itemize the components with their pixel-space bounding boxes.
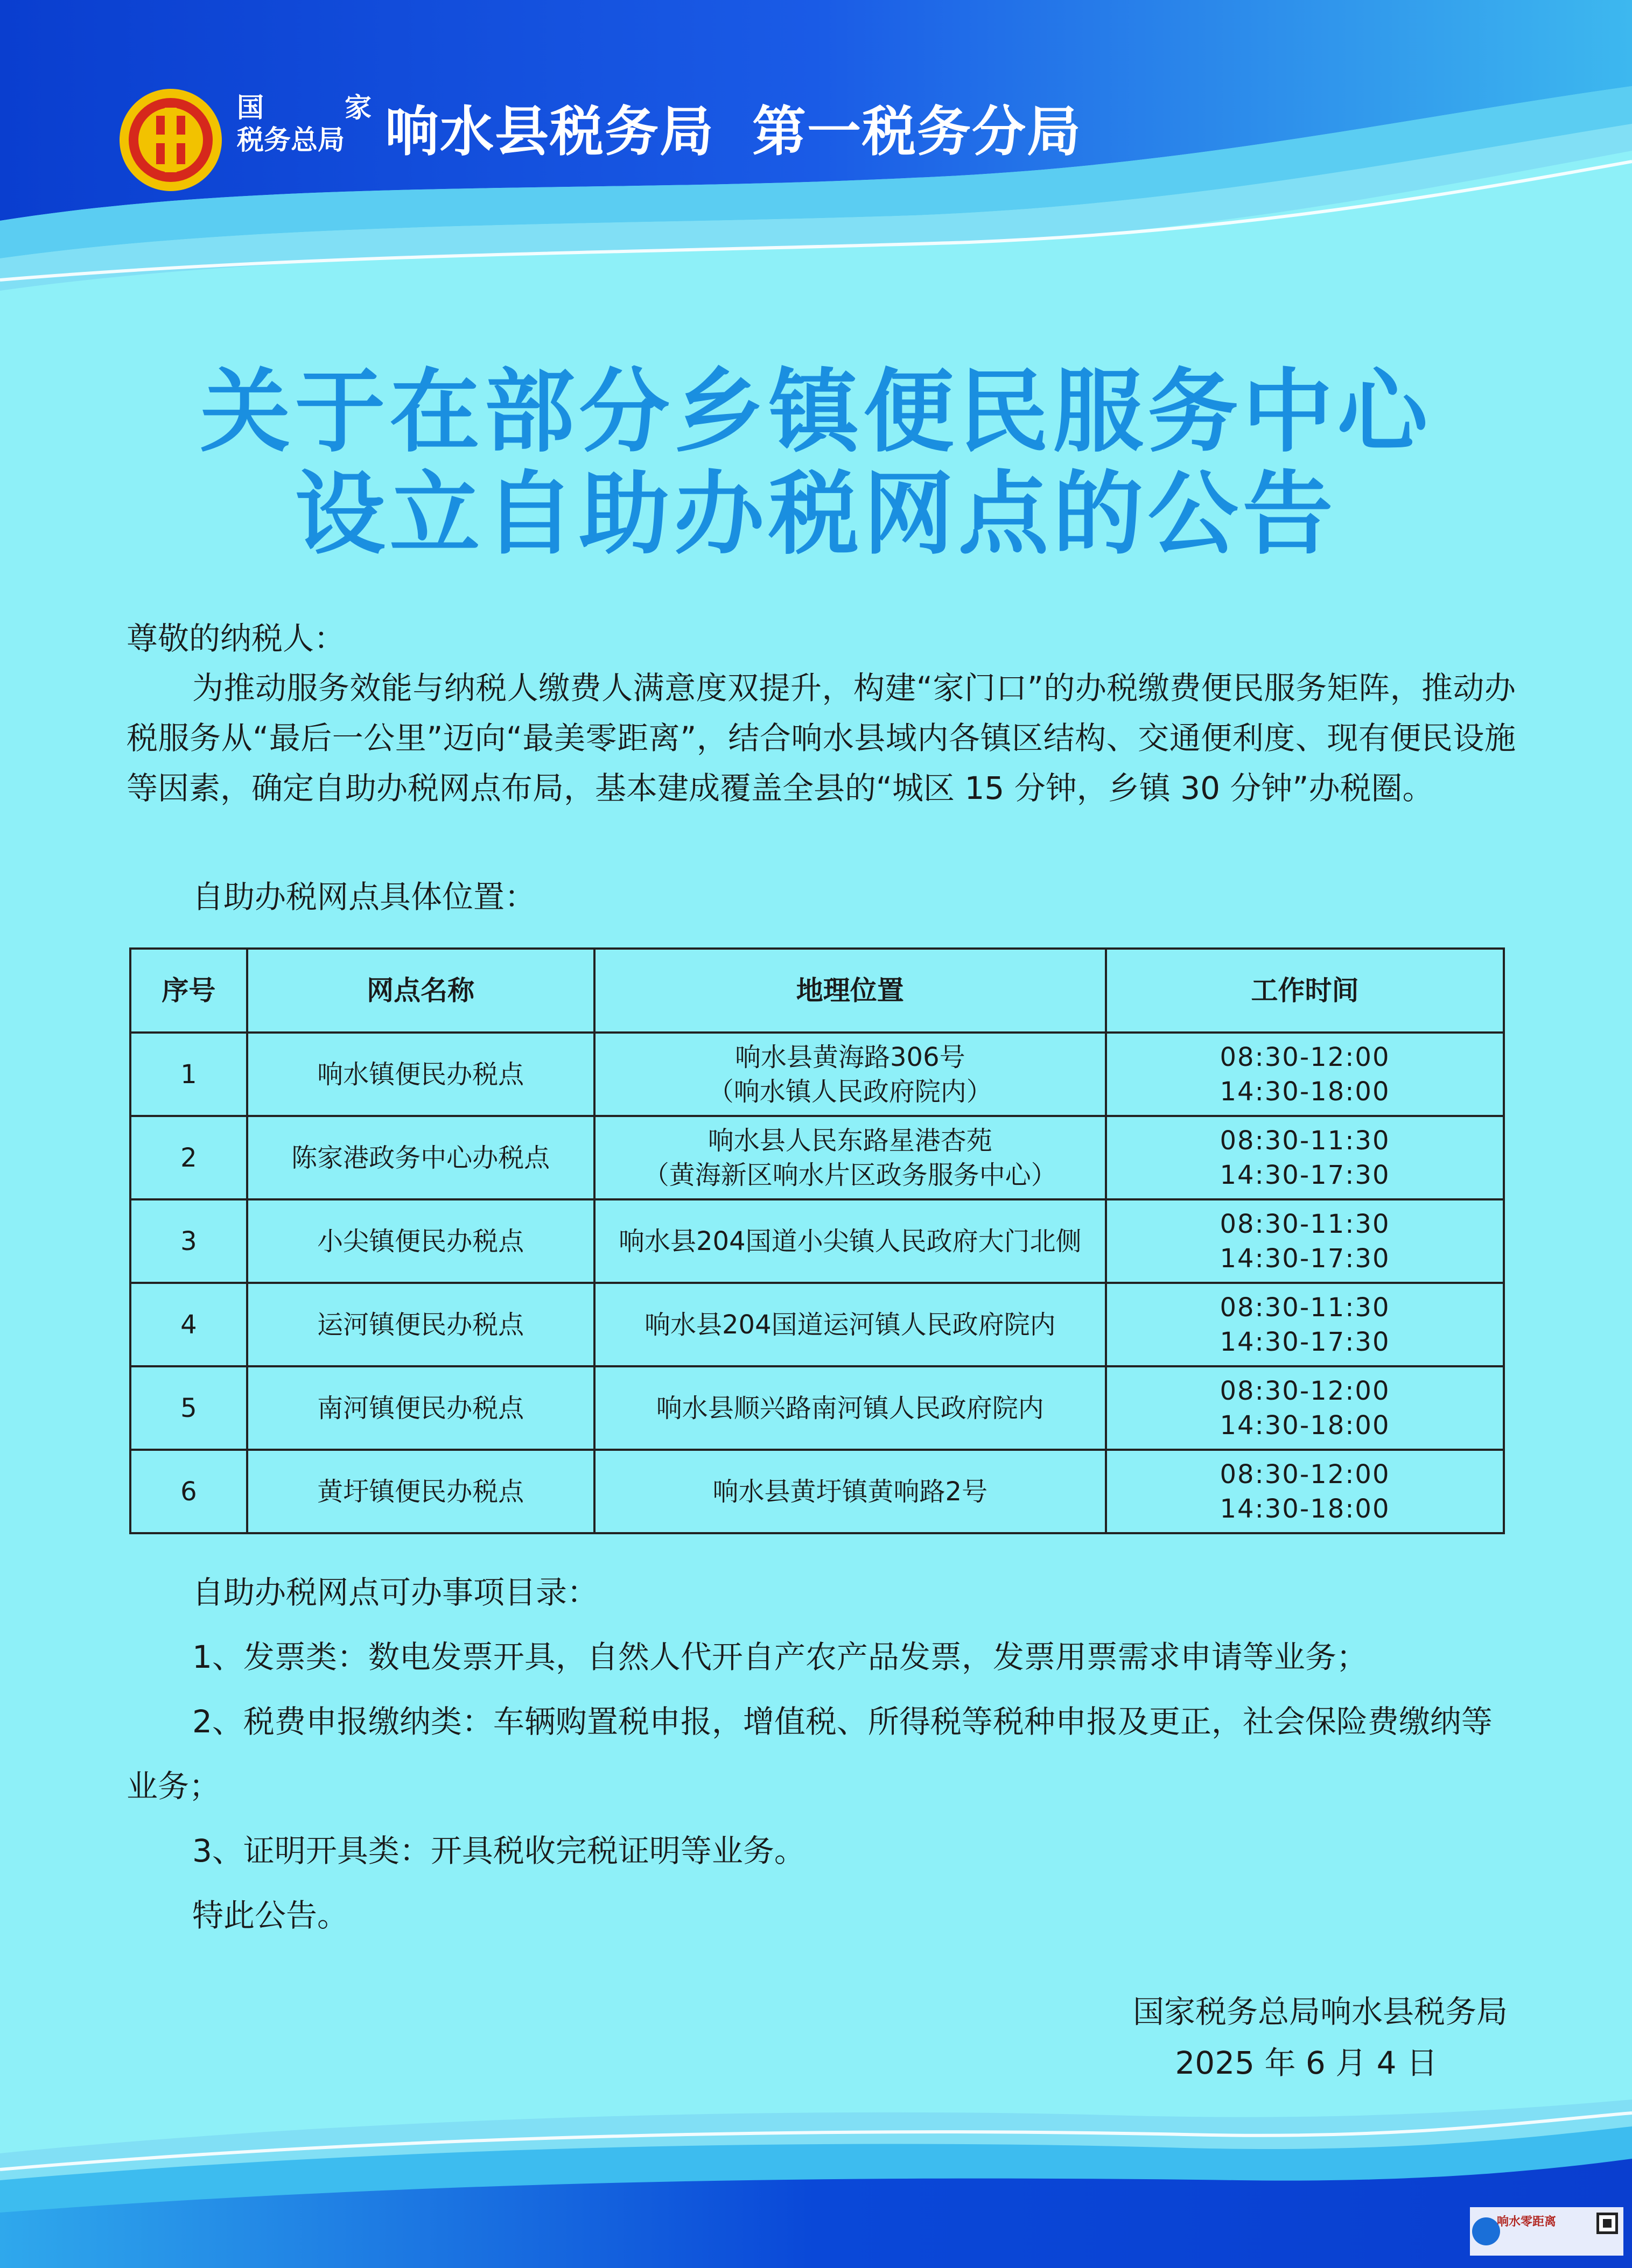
row-location — [594, 1450, 1106, 1533]
row-name: 响水镇便民办税点 — [247, 1033, 594, 1116]
row-name: 小尖镇便民办税点 — [247, 1199, 594, 1283]
row-location — [594, 1366, 1106, 1450]
location-line-2: （响水镇人民政府院内） — [708, 1076, 992, 1107]
service-item-certificate: 3、证明开具类：开具税收完税证明等业务。 — [192, 1832, 806, 1869]
col-header-name: 网点名称 — [247, 949, 594, 1033]
row-no: 1 — [130, 1033, 247, 1116]
row-no: 2 — [130, 1116, 247, 1199]
col-header-hours: 工作时间 — [1106, 949, 1504, 1033]
logo-wordmark — [237, 92, 377, 172]
intro-paragraph: 为推动服务效能与纳税人缴费人满意度双提升，构建“家门口”的办税缴费便民服务矩阵，推动办税服务从“最后一公里”迈向“最美零距离”，结合响水县域内各镇区结构、交通便利度、现有便民设施等因素，确定自助办税网点布局，基本建成覆盖全县的“城区 15 分钟，乡镇 30 分钟”办税圈。 — [127, 670, 1516, 806]
hours-morning: 08:30-12:00 — [1220, 1042, 1390, 1072]
table-row — [130, 1283, 1504, 1366]
table-row — [130, 1366, 1504, 1450]
location-line-1: 响水县204国道运河镇人民政府院内 — [644, 1309, 1056, 1340]
hours-afternoon: 14:30-17:30 — [1220, 1243, 1390, 1274]
location-line-1: 响水县黄海路306号 — [734, 1042, 965, 1072]
hours-morning: 08:30-11:30 — [1220, 1125, 1390, 1156]
service-item-declaration: 2、税费申报缴纳类：车辆购置税申报，增值税、所得税等税种申报及更正，社会保险费缴纳等业务； — [127, 1703, 1493, 1804]
hours-morning: 08:30-12:00 — [1220, 1459, 1390, 1490]
hours-afternoon: 14:30-18:00 — [1220, 1493, 1390, 1524]
table-row — [130, 1116, 1504, 1199]
service-item-invoice: 1、发票类：数电发票开具，自然人代开自产农产品发票，发票用票需求申请等业务； — [192, 1639, 1368, 1675]
header-bureau: 响水县税务局 — [385, 100, 715, 163]
row-name: 运河镇便民办税点 — [247, 1283, 594, 1366]
location-line-2: （黄海新区响水片区政务服务中心） — [643, 1160, 1057, 1190]
hours-afternoon: 14:30-18:00 — [1220, 1410, 1390, 1441]
row-hours — [1106, 1199, 1504, 1283]
row-location — [594, 1033, 1106, 1116]
col-header-location: 地理位置 — [594, 949, 1106, 1033]
salutation: 尊敬的纳税人： — [127, 620, 346, 657]
header-title — [385, 94, 1082, 170]
header-branch: 第一税务分局 — [752, 100, 1082, 163]
table-row — [130, 1033, 1504, 1116]
hours-morning: 08:30-12:00 — [1220, 1375, 1390, 1406]
location-line-1: 响水县黄圩镇黄响路2号 — [712, 1476, 988, 1507]
footer-banner — [0, 2089, 1632, 2268]
logo-char-2: 家 — [345, 92, 372, 123]
title-line-1: 关于在部分乡镇便民服务中心 — [200, 359, 1432, 465]
table-row — [130, 1450, 1504, 1533]
hours-morning: 08:30-11:30 — [1220, 1292, 1390, 1323]
row-hours — [1106, 1366, 1504, 1450]
row-hours — [1106, 1450, 1504, 1533]
row-no: 3 — [130, 1199, 247, 1283]
row-no: 4 — [130, 1283, 247, 1366]
location-line-1: 响水县204国道小尖镇人民政府大门北侧 — [618, 1226, 1082, 1256]
tax-emblem-icon — [113, 86, 229, 194]
hours-morning: 08:30-11:30 — [1220, 1209, 1390, 1239]
row-hours — [1106, 1033, 1504, 1116]
hours-afternoon: 14:30-18:00 — [1220, 1076, 1390, 1107]
service-points-table — [129, 947, 1505, 1534]
hours-afternoon: 14:30-17:30 — [1220, 1160, 1390, 1190]
page-title — [0, 361, 1632, 565]
logo-line-2: 税务总局 — [237, 124, 345, 156]
row-location — [594, 1116, 1106, 1199]
signature-block — [1077, 1986, 1508, 2089]
corner-badge-text: 响水零距离 — [1497, 2215, 1557, 2229]
row-location — [594, 1283, 1106, 1366]
hours-afternoon: 14:30-17:30 — [1220, 1326, 1390, 1357]
row-name: 陈家港政务中心办税点 — [247, 1116, 594, 1199]
title-line-2: 设立自助办税网点的公告 — [295, 461, 1337, 567]
logo-char-1: 国 — [237, 92, 264, 123]
services-heading: 自助办税网点可办事项目录： — [192, 1574, 599, 1611]
row-name: 黄圩镇便民办税点 — [247, 1450, 594, 1533]
row-no: 5 — [130, 1366, 247, 1450]
closing-line: 特此公告。 — [192, 1897, 349, 1934]
services-list — [127, 1560, 1516, 1948]
row-hours — [1106, 1283, 1504, 1366]
location-line-1: 响水县顺兴路南河镇人民政府院内 — [656, 1393, 1044, 1423]
location-line-1: 响水县人民东路星港杏苑 — [708, 1125, 992, 1156]
row-no: 6 — [130, 1450, 247, 1533]
row-name: 南河镇便民办税点 — [247, 1366, 594, 1450]
issuing-organization: 国家税务总局响水县税务局 — [1132, 1993, 1508, 2030]
col-header-no: 序号 — [130, 949, 247, 1033]
row-hours — [1106, 1116, 1504, 1199]
issue-date: 2025 年 6 月 4 日 — [1175, 2045, 1438, 2081]
locations-heading: 自助办税网点具体位置： — [192, 879, 536, 915]
table-row — [130, 1199, 1504, 1283]
table-header-row — [130, 949, 1504, 1033]
row-location — [594, 1199, 1106, 1283]
